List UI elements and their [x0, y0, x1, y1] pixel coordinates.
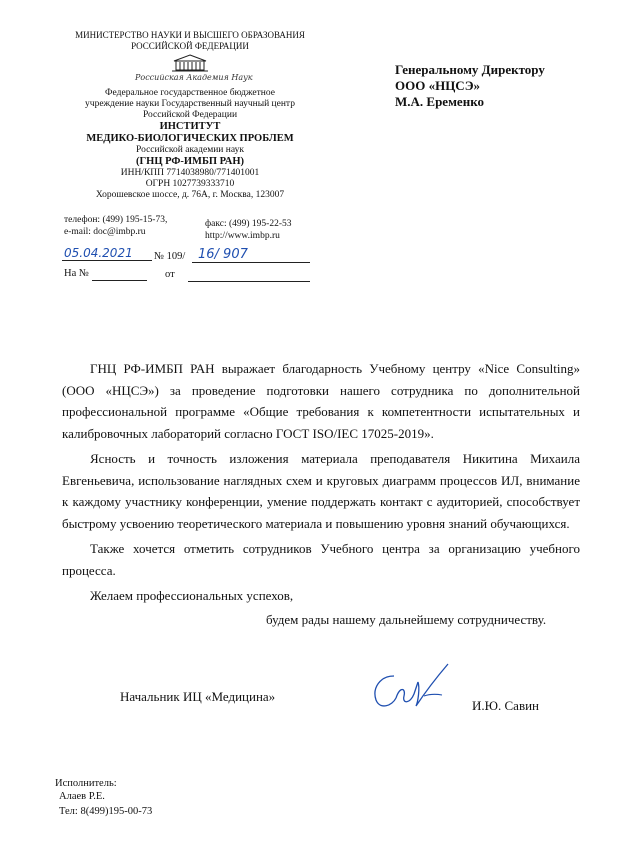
signatory-position: Начальник ИЦ «Медицина»: [120, 689, 276, 704]
org-line-2: учреждение науки Государственный научный центр: [85, 99, 295, 109]
from-line: [188, 281, 310, 282]
org-line-1: Федеральное государственное бюджетное: [105, 88, 275, 98]
paragraph-teacher: Ясность и точность изложения материала преподавателя Никитина Михаила Евгеньевича, использование наглядных схем и круговых диаграмм процессов ИЛ, внимание к каждому участнику конференции, умение поддержать контакт с аудиторией, способствует быстрому усвоению теоретического материала и повышению уровня знаний обучающихся.: [62, 451, 580, 531]
addressee-line-3: М.А. Еременко: [395, 94, 485, 109]
handwritten-number: 16/ 907: [198, 247, 248, 262]
institute-line-1: ИНСТИТУТ: [159, 121, 221, 132]
addressee-block: [395, 62, 545, 110]
academy-building-icon: [170, 54, 210, 72]
fax: факс: (499) 195-22-53: [205, 219, 292, 229]
executor-phone: Тел: 8(499)195-00-73: [59, 806, 153, 817]
website: http://www.imbp.ru: [205, 231, 280, 241]
org-line-3: Российской Федерации: [142, 110, 238, 120]
paragraph-gratitude: ГНЦ РФ-ИМБП РАН выражает благодарность Учебному центру «Nice Consulting» (ООО «НЦСЭ») за проведение подготовки нашего сотрудника по дополнительной профессиональной программе «Общие требования к компетентности испытательных и калибровочных лабораторий согласно ГОСТ ISO/IEC 17025-2019».: [62, 361, 580, 441]
signatory-name: И.Ю. Савин: [472, 698, 539, 713]
ministry-line-2: РОССИЙСКОЙ ФЕДЕРАЦИИ: [131, 41, 249, 51]
ministry-line-1: МИНИСТЕРСТВО НАУКИ И ВЫСШЕГО ОБРАЗОВАНИЯ: [75, 30, 305, 40]
emblem: [60, 54, 320, 88]
address: Хорошевское шоссе, д. 76А, г. Москва, 123007: [95, 190, 285, 200]
inn-kpp: ИНН/КПП 7714038980/771401001: [120, 168, 260, 178]
executor-label: Исполнитель:: [55, 778, 117, 789]
org-abbreviation: (ГНЦ РФ-ИМБП РАН): [135, 156, 244, 167]
reference-label: На №: [64, 268, 89, 279]
phone: телефон: (499) 195-15-73,: [64, 215, 168, 225]
executor-block: [55, 777, 152, 818]
executor-name: Алаев Р.Е.: [59, 791, 105, 802]
paragraph-staff: Также хочется отметить сотрудников Учебного центра за организацию учебного процесса.: [62, 541, 580, 578]
emblem-caption: Российская Академия Наук: [135, 73, 253, 82]
from-label: от: [165, 269, 175, 280]
letterhead: [60, 30, 320, 201]
number-label: № 109/: [154, 251, 186, 262]
paragraph-cooperation: будем рады нашему дальнейшему сотрудничеству.: [266, 611, 547, 627]
handwritten-date: 05.04.2021: [64, 246, 133, 260]
academy-line: Российской академии наук: [136, 145, 244, 155]
email: e-mail: doc@imbp.ru: [64, 227, 146, 237]
number-line: [192, 262, 310, 263]
institute-line-2: МЕДИКО-БИОЛОГИЧЕСКИХ ПРОБЛЕМ: [86, 133, 294, 144]
reference-line: [92, 280, 147, 281]
handwritten-signature: [366, 658, 456, 718]
date-line: [62, 260, 152, 261]
paragraph-wishes: Желаем профессиональных успехов,: [90, 588, 294, 603]
letter-body: [62, 358, 580, 630]
ogrn: ОГРН 1027739333710: [145, 179, 235, 189]
addressee-line-1: Генеральному Директору: [395, 62, 545, 77]
addressee-line-2: ООО «НЦСЭ»: [395, 78, 481, 93]
